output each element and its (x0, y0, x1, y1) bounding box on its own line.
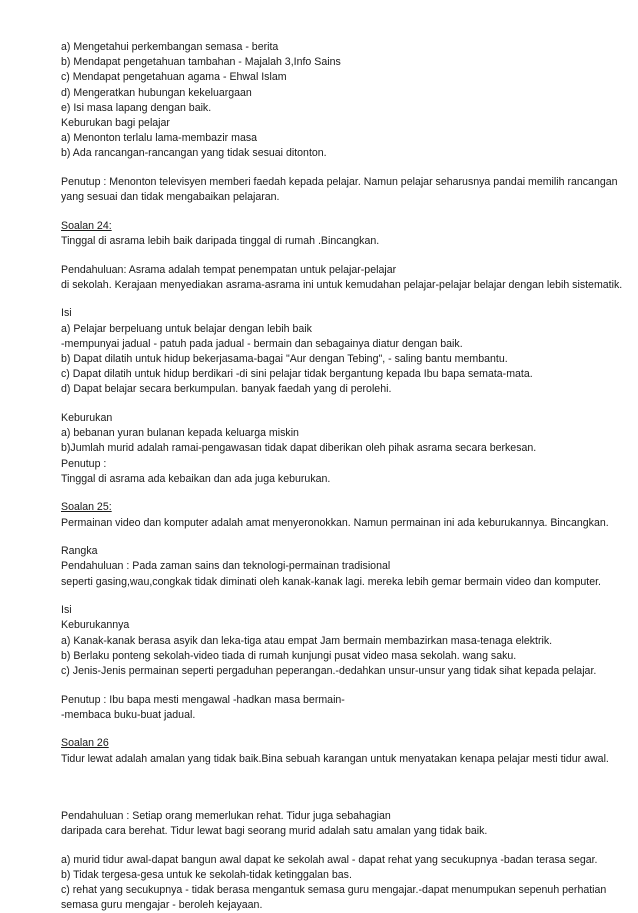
paragraph-gap (61, 795, 591, 808)
text-line: b) Ada rancangan-rancangan yang tidak sesuai ditonton. (61, 147, 327, 160)
paragraph-gap (61, 531, 591, 544)
text-line: Tidur lewat adalah amalan yang tidak baik.Bina sebuah karangan untuk menyatakan kenapa pelajar mesti tidur awal. (61, 752, 609, 765)
paragraph-gap (61, 487, 591, 500)
text-line: b) Berlaku ponteng sekolah-video tiada di rumah kunjungi pusat video masa sekolah. wang saku. (61, 649, 517, 662)
paragraph (61, 693, 591, 723)
paragraph (61, 780, 591, 795)
paragraph-gap (61, 679, 591, 692)
text-line: Permainan video dan komputer adalah amat menyeronokkan. Namun permainan ini ada keburukannya. Bincangkan. (61, 516, 609, 529)
document-body (61, 40, 623, 913)
text-line: -mempunyai jadual - patuh pada jadual - bermain dan sebagainya diatur dengan baik. (61, 337, 463, 350)
paragraph (61, 603, 597, 679)
text-line: c) Mendapat pengetahuan agama - Ehwal Islam (61, 71, 287, 84)
paragraph-gap (61, 767, 591, 780)
text-line: Pendahuluan : Setiap orang memerlukan rehat. Tidur juga sebahagian (61, 809, 391, 822)
text-line: b) Dapat dilatih untuk hidup bekerjasama-bagai "Aur dengan Tebing", - saling bantu membantu. (61, 353, 508, 366)
text-line: d) Dapat belajar secara berkumpulan. banyak faedah yang di perolehi. (61, 383, 392, 396)
paragraph (61, 219, 591, 249)
paragraph (61, 736, 609, 766)
text-line: d) Mengeratkan hubungan kekeluargaan (61, 86, 252, 99)
text-line: yang sesuai dan tidak mengabaikan pelajaran. (61, 191, 280, 204)
paragraph-gap (61, 398, 591, 411)
paragraph (61, 809, 591, 839)
text-line: Pendahuluan : Pada zaman sains dan teknologi-permainan tradisional (61, 560, 391, 573)
paragraph-gap (61, 205, 591, 218)
text-line: b)Jumlah murid adalah ramai-pengawasan tidak dapat diberikan oleh pihak asrama secara berkesan. (61, 442, 537, 455)
text-line: e) Isi masa lapang dengan baik. (61, 101, 212, 114)
text-line: daripada cara berehat. Tidur lewat bagi seorang murid adalah satu amalan yang tidak baik. (61, 825, 488, 838)
paragraph (61, 500, 609, 530)
paragraph-gap (61, 839, 591, 852)
paragraph-gap (61, 293, 591, 306)
paragraph (61, 544, 601, 590)
text-line: Keburukan bagi pelajar (61, 117, 170, 130)
text-line: -membaca buku-buat jadual. (61, 708, 196, 721)
text-line: Tinggal di asrama lebih baik daripada tinggal di rumah .Bincangkan. (61, 235, 380, 248)
text-line: a) bebanan yuran bulanan kepada keluarga miskin (61, 427, 299, 440)
text-line: a) Pelajar berpeluang untuk belajar dengan lebih baik (61, 322, 312, 335)
paragraph (61, 306, 591, 397)
text-line: Pendahuluan: Asrama adalah tempat penempatan untuk pelajar-pelajar (61, 263, 397, 276)
text-line: Keburukan (61, 412, 113, 425)
text-line: Penutup : Ibu bapa mesti mengawal -hadkan masa bermain- (61, 693, 345, 706)
paragraph (61, 853, 607, 913)
paragraph (61, 40, 591, 162)
text-line: a) Menonton terlalu lama-membazir masa (61, 132, 258, 145)
text-line: Rangka (61, 545, 98, 558)
text-line: a) murid tidur awal-dapat bangun awal dapat ke sekolah awal - dapat rehat yang secukupnya -badan terasa segar. (61, 853, 598, 866)
paragraph-gap (61, 162, 591, 175)
paragraph (61, 411, 591, 487)
paragraph (61, 175, 618, 205)
text-line: a) Mengetahui perkembangan semasa - berita (61, 41, 279, 53)
text-line: c) Dapat dilatih untuk hidup berdikari -di sini pelajar tidak bergantung kepada Ibu bapa semata-mata. (61, 368, 533, 381)
text-line (61, 780, 591, 795)
paragraph-gap (61, 249, 591, 262)
text-line: di sekolah. Kerajaan menyediakan asrama-asrama ini untuk kemudahan pelajar-pelajar belajar dengan lebih sistematik. (61, 278, 623, 291)
text-line: Isi (61, 604, 72, 617)
text-line: seperti gasing,wau,congkak tidak diminati oleh kanak-kanak lagi. mereka lebih gemar bermain video dan komputer. (61, 575, 601, 588)
text-line: semasa guru mengajar - beroleh kejayaan. (61, 899, 263, 912)
text-line: Tinggal di asrama ada kebaikan dan ada juga keburukan. (61, 472, 331, 485)
text-line: b) Mendapat pengetahuan tambahan - Majalah 3,Info Sains (61, 56, 341, 69)
question-heading: Soalan 25: (61, 501, 112, 514)
paragraph (61, 263, 623, 293)
text-line: Penutup : (61, 457, 107, 470)
paragraph-gap (61, 723, 591, 736)
text-line: Penutup : Menonton televisyen memberi faedah kepada pelajar. Namun pelajar seharusnya pandai memilih rancangan (61, 176, 618, 189)
paragraph-gap (61, 590, 591, 603)
text-line: a) Kanak-kanak berasa asyik dan leka-tiga atau empat Jam bermain membazirkan masa-tenaga elektrik. (61, 634, 553, 647)
question-heading: Soalan 26 (61, 737, 109, 750)
text-line: c) rehat yang secukupnya - tidak berasa mengantuk semasa guru mengajar.-dapat menumpukan sepenuh perhatian (61, 884, 607, 897)
question-heading: Soalan 24: (61, 219, 112, 232)
text-line: Keburukannya (61, 619, 130, 632)
text-line: b) Tidak tergesa-gesa untuk ke sekolah-tidak ketinggalan bas. (61, 868, 352, 881)
text-line: Isi (61, 307, 72, 320)
text-line: c) Jenis-Jenis permainan seperti pergaduhan peperangan.-dedahkan unsur-unsur yang tidak sihat kepada pelajar. (61, 665, 597, 678)
